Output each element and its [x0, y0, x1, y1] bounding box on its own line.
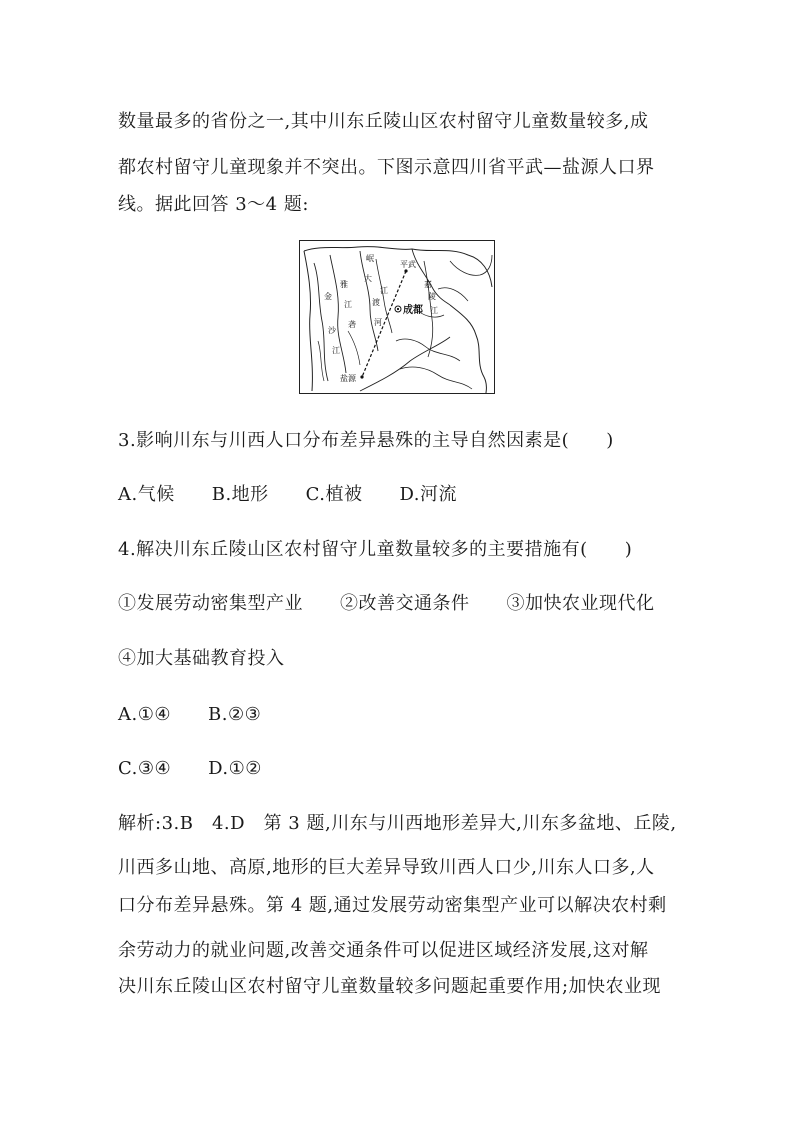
analysis-line-4: 余劳动力的就业问题,改善交通条件可以促进区域经济发展,这对解: [118, 940, 649, 961]
intro-line-3: 线。据此回答 3～4 题:: [118, 194, 309, 215]
q3-options: A.气候 B.地形 C.植被 D.河流: [118, 484, 458, 505]
label-dadu-2: 渡: [372, 298, 380, 307]
label-pingwu: 平武: [400, 260, 416, 269]
label-dadu-1: 大: [364, 274, 372, 283]
q4-stem: 4.解决川东丘陵山区农村留守儿童数量较多的主要措施有( ): [118, 539, 633, 560]
label-jinsha-3: 江: [332, 346, 340, 355]
label-yalong-3: 江: [344, 300, 352, 309]
label-jialing-2: 陵: [428, 292, 436, 301]
analysis-line-1: 解析:3.B 4.D 第 3 题,川东与川西地形差异大,川东多盆地、丘陵,: [118, 813, 677, 834]
label-jinsha-1: 金: [324, 292, 332, 301]
sichuan-population-boundary-map: [299, 240, 495, 394]
intro-line-2: 都农村留守儿童现象并不突出。下图示意四川省平武—盐源人口界: [118, 157, 655, 178]
q3-stem: 3.影响川东与川西人口分布差异悬殊的主导自然因素是( ): [118, 430, 614, 451]
label-yalong-2: 砻: [348, 320, 356, 329]
analysis-line-3: 口分布差异悬殊。第 4 题,通过发展劳动密集型产业可以解决农村剩: [118, 895, 667, 916]
intro-line-1: 数量最多的省份之一,其中川东丘陵山区农村留守儿童数量较多,成: [118, 111, 649, 132]
q4-options-line-2: C.③④ D.①②: [118, 758, 262, 779]
label-yalong-1: 雅: [340, 280, 348, 289]
label-chengdu: 成都: [403, 305, 423, 316]
map-drawing: [300, 241, 495, 394]
q4-items-line-1: ①发展劳动密集型产业 ②改善交通条件 ③加快农业现代化: [118, 593, 655, 614]
q4-options-line-1: A.①④ B.②③: [118, 704, 262, 725]
label-jinsha-2: 沙: [328, 326, 336, 335]
q4-items-line-2: ④加大基础教育投入: [118, 648, 285, 669]
label-min-1: 岷: [366, 254, 374, 263]
label-yanyuan: 盐源: [340, 374, 356, 383]
analysis-line-2: 川西多山地、高原,地形的巨大差异导致川西人口少,川东人口多,人: [118, 857, 655, 878]
label-jialing-3: 江: [430, 306, 438, 315]
label-dadu-3: 河: [374, 318, 382, 327]
label-min-2: 江: [380, 286, 388, 295]
label-jialing-1: 嘉: [424, 280, 432, 289]
analysis-line-5: 决川东丘陵山区农村留守儿童数量较多问题起重要作用;加快农业现: [118, 976, 662, 997]
